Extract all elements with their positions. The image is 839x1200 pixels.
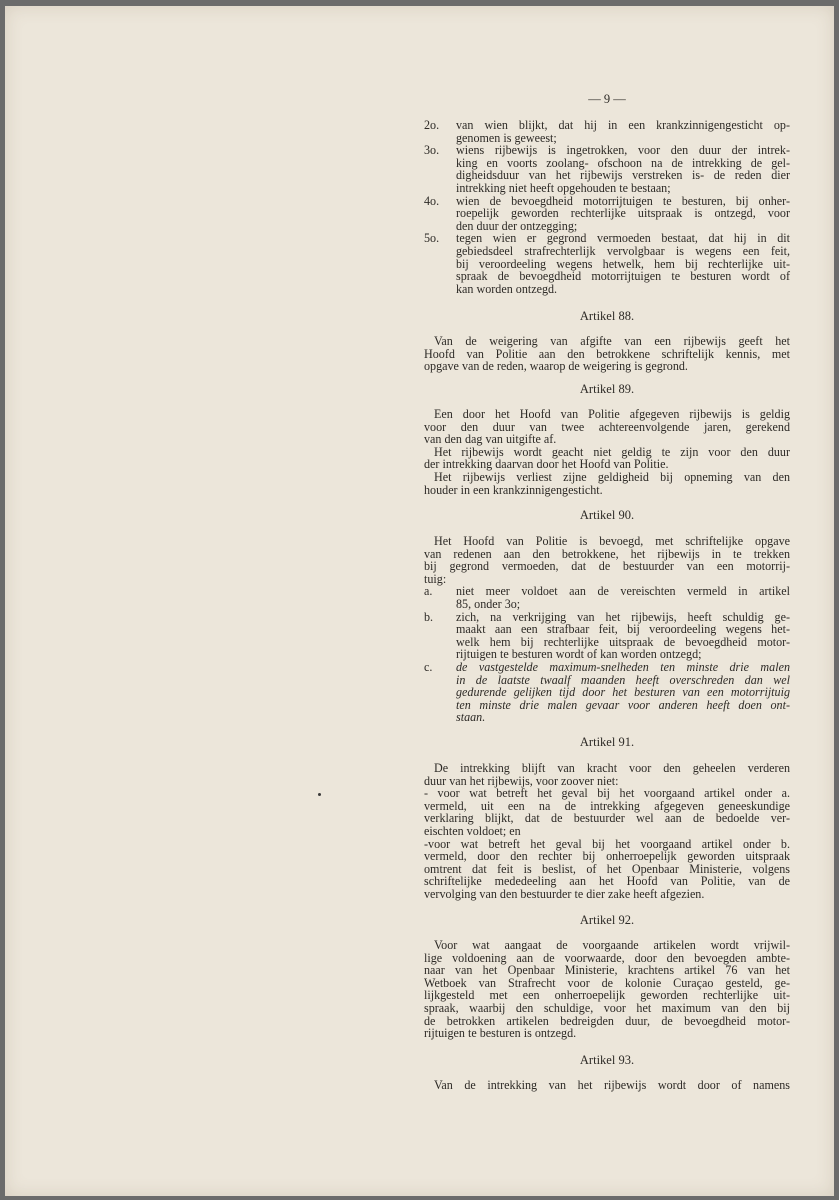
text-line: Het Hoofd van Politie is bevoegd, met schriftelijke opgave <box>434 534 790 548</box>
list-item <box>424 119 790 144</box>
text-line: Voor wat aangaat de voorgaande artikelen wordt vrijwil- <box>434 938 790 952</box>
text-line: van redenen aan den betrokkene, het rijbewijs in te trekken <box>424 546 790 561</box>
text-line: welk hem bij rechterlijke uitspraak de bevoegdheid motor- <box>456 634 790 649</box>
text-line: der intrekking daarvan door het Hoofd van Politie. <box>424 457 669 472</box>
text-line: Hoofd van Politie aan den betrokkene schriftelijk kennis, met <box>424 346 790 361</box>
text-line: wien de bevoegdheid motorrijtuigen te besturen, bij onher- <box>456 193 790 208</box>
article-92-body <box>424 939 790 1040</box>
list-item <box>424 144 790 194</box>
text-line: de vastgestelde maximum-snelheden ten minste drie malen <box>456 659 790 674</box>
text-line: ten minste drie malen gevaar voor anderen heeft doen ont- <box>456 697 790 712</box>
text-line: genomen is geweest; <box>456 130 557 145</box>
list-item <box>424 661 790 724</box>
text-line: bij veroordeeling wegens hetwelk, hem bij rechterlijke uit- <box>456 256 790 271</box>
text-line: Het rijbewijs wordt geacht niet geldig te zijn voor den duur <box>434 444 790 459</box>
item-label: 2o. <box>424 118 440 132</box>
item-label: 3o. <box>424 143 440 158</box>
text-line: spraak, waarbij den schuldige, voor het maximum van den bij <box>424 1000 790 1015</box>
text-line: rijtuigen te besturen is ontzegd. <box>424 1026 577 1041</box>
item-label: 4o. <box>424 193 440 208</box>
text-line: duur van het rijbewijs, voor zoover niet: <box>424 773 619 788</box>
text-line: bij gegrond vermoeden, dat de bestuurder van een motorrij- <box>424 559 790 574</box>
text-line: wiens rijbewijs is ingetrokken, voor den duur der intrek- <box>456 143 790 158</box>
article-93-heading: Artikel 93. <box>579 1053 635 1067</box>
text-line: Het rijbewijs verliest zijne geldigheid bij opneming van den <box>434 469 790 484</box>
text-line: niet meer voldoet aan de vereischten vermeld in artikel <box>456 584 790 599</box>
text-line: vervolging van den bestuurder te dier zake heeft afgezien. <box>424 886 705 901</box>
article-91-heading: Artikel 91. <box>579 735 635 749</box>
article-88-body <box>424 335 790 373</box>
text-line: naar van het Openbaar Ministerie, krachtens artikel 76 van het <box>424 963 790 978</box>
article-88-heading: Artikel 88. <box>579 309 635 323</box>
text-line: gebiedsdeel strafrechterlijk vervolgbaar is wegens een feit, <box>456 243 790 258</box>
text-line: vermeld, door den rechter bij onherroepelijk geworden uitspraak <box>424 849 790 864</box>
article-92-heading: Artikel 92. <box>579 913 635 927</box>
article-90-body <box>424 535 790 724</box>
text-line: omtrent dat feit is beslist, of het Openbaar Ministerie, volgens <box>424 861 790 876</box>
text-line: tuig: <box>424 571 447 586</box>
text-line: spraak de bevoegdheid motorrijtuigen te besturen wordt of <box>456 269 790 284</box>
text-line: king en voorts zoolang- ofschoon na de intrekking de gel- <box>456 155 790 170</box>
text-line: -voor wat betreft het geval bij het voorgaand artikel onder b. <box>424 836 790 851</box>
text-line: tegen wien er gegrond vermoeden bestaat, dat hij in dit <box>456 231 790 246</box>
item-label: a. <box>424 584 433 599</box>
list-item <box>424 232 790 295</box>
article-89-body <box>424 408 790 496</box>
item-label: 5o. <box>424 231 440 246</box>
text-line: gedurende gelijken tijd door het besturen van een motorrijtuig <box>456 685 790 700</box>
text-line: Een door het Hoofd van Politie afgegeven rijbewijs is geldig <box>434 407 790 421</box>
text-line: houder in een krankzinnigengesticht. <box>424 482 603 497</box>
item-label: b. <box>424 609 434 624</box>
text-line: lige voldoening aan de voorwaarde, door den bevoegden ambte- <box>424 950 790 965</box>
text-line: den duur der ontzegging; <box>456 218 578 233</box>
text-line: schriftelijke mededeeling aan het Hoofd van Politie, van de <box>424 874 790 889</box>
text-line: digheidsduur van het rijbewijs verstreken is- de reden dier <box>456 168 790 183</box>
article-89-heading: Artikel 89. <box>579 382 635 396</box>
text-line: Van de intrekking van het rijbewijs wordt door of namens <box>434 1078 790 1092</box>
text-line: - voor wat betreft het geval bij het voorgaand artikel onder a. <box>424 786 790 801</box>
text-line: Van de weigering van afgifte van een rijbewijs geeft het <box>434 334 790 348</box>
text-line: intrekking niet heeft opgehouden te bestaan; <box>456 180 671 195</box>
article-93-body <box>424 1079 790 1092</box>
text-line: voor den duur van twee achtereenvolgende jaren, gerekend <box>424 419 790 434</box>
list-item <box>424 611 790 661</box>
text-line: roepelijk geworden rechterlijke uitspraak is ontzegd, voor <box>456 206 790 221</box>
text-line: van den dag van uitgifte af. <box>424 432 557 447</box>
text-line: in de laatste twaalf maanden heeft overschreden dan wel <box>456 672 790 687</box>
section-a-list <box>424 119 790 295</box>
text-line: zich, na verkrijging van het rijbewijs, heeft schuldig ge- <box>456 609 790 624</box>
list-item <box>424 585 790 610</box>
text-line: van wien blijkt, dat hij in een krankzinnigengesticht op- <box>456 118 790 132</box>
article-91-body <box>424 762 790 901</box>
article-90-heading: Artikel 90. <box>579 508 635 522</box>
paper-speck <box>318 793 321 796</box>
text-line: maakt aan een strafbaar feit, bij veroordeeling wegens het- <box>456 622 790 637</box>
text-line: de betrokken artikelen bedreigden duur, de bevoegdheid motor- <box>424 1013 790 1028</box>
document-page <box>5 6 834 1196</box>
text-line: verklaring blijkt, dat de bestuurder wel aan de bedoelde ver- <box>424 811 790 826</box>
text-line: rijtuigen te besturen wordt of kan worden ontzegd; <box>456 647 702 662</box>
text-line: Wetboek van Strafrecht voor de kolonie Curaçao gesteld, ge- <box>424 975 790 990</box>
text-line: 85, onder 3o; <box>456 596 521 611</box>
text-line: staan. <box>456 710 486 725</box>
text-line: opgave van de reden, waarop de weigering is gegrond. <box>424 359 688 374</box>
item-label: c. <box>424 659 433 674</box>
text-line: De intrekking blijft van kracht voor den geheelen verderen <box>434 761 790 775</box>
text-line: kan worden ontzegd. <box>456 281 558 296</box>
text-line: lijkgesteld met een onherroepelijk geworden rechterlijke uit- <box>424 988 790 1003</box>
text-line: vermeld, uit een na de intrekking afgegeven geneeskundige <box>424 798 790 813</box>
page-number: — 9 — <box>588 92 626 106</box>
list-item <box>424 195 790 233</box>
text-line: eischten voldoet; en <box>424 823 521 838</box>
